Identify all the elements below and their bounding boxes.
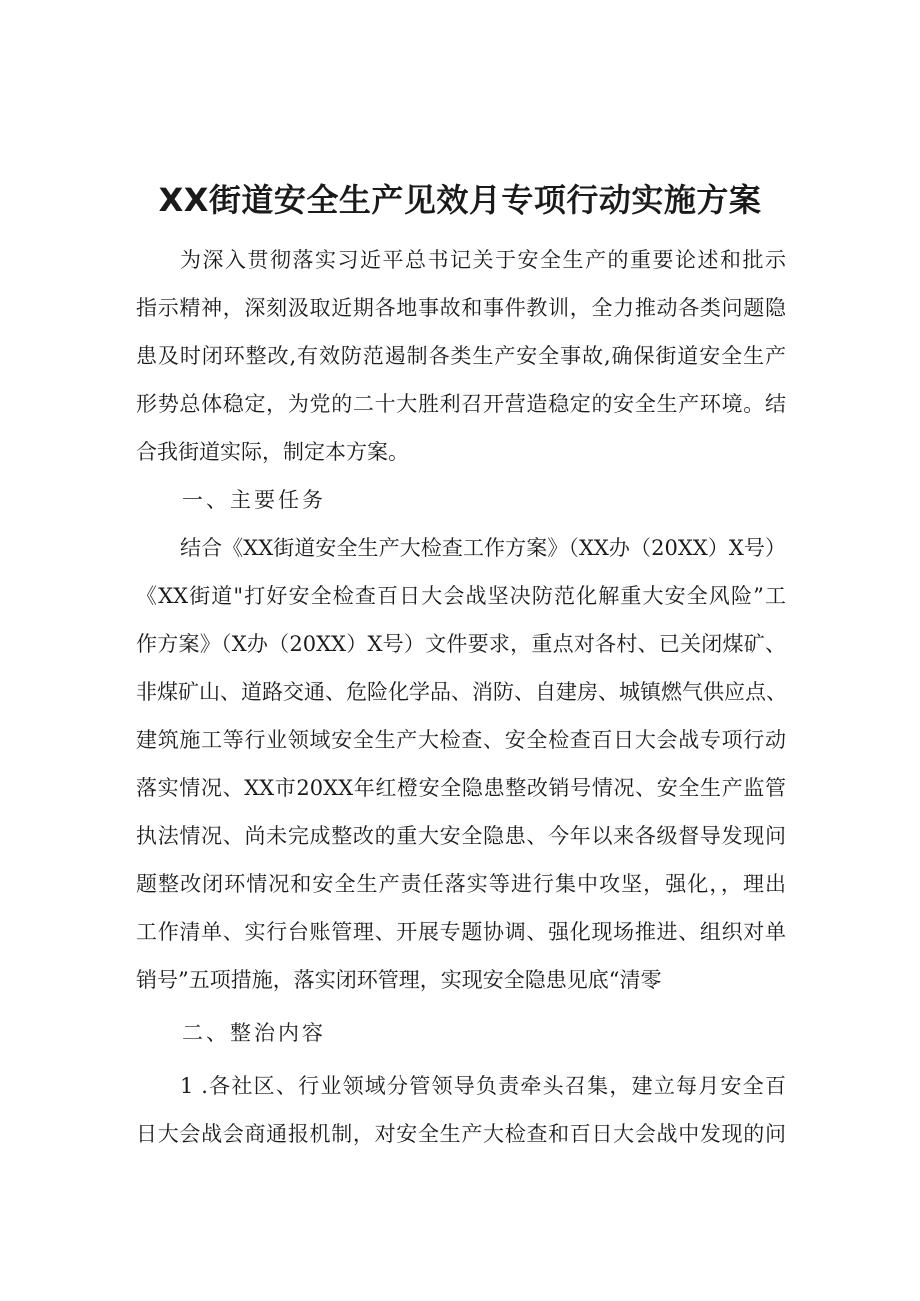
- section1-line: 执法情况、尚未完成整改的重大安全隐患、今年以来各级督导发现问: [136, 824, 786, 848]
- section1-line: 《XX街道"打好安全检查百日大会战坚决防范化解重大安全风险”工: [136, 584, 786, 608]
- section1-line: 题整改闭环情况和安全生产责任落实等进行集中攻坚，强化，，理出: [136, 872, 786, 896]
- section1-line: 销号”五项措施，落实闭环管理，实现安全隐患见底“清零: [136, 968, 662, 992]
- section1-line: 落实情况、XX市20XX年红橙安全隐患整改销号情况、安全生产监管: [136, 776, 786, 800]
- intro-line: 患及时闭环整改,有效防范遏制各类生产安全事故,确保街道安全生产: [136, 344, 786, 368]
- section-heading-rectification: 二、整治内容: [182, 1021, 326, 1045]
- section1-line: 非煤矿山、道路交通、危险化学品、消防、自建房、城镇燃气供应点、: [136, 680, 787, 704]
- section1-line: 建筑施工等行业领域安全生产大检查、安全检查百日大会战专项行动: [136, 728, 786, 752]
- section2-line: 日大会战会商通报机制，对安全生产大检查和百日大会战中发现的问: [136, 1122, 786, 1146]
- section2-line: 1 .各社区、行业领域分管领导负责牵头召集，建立每月安全百: [180, 1074, 786, 1098]
- intro-line: 为深入贯彻落实习近平总书记关于安全生产的重要论述和批示: [180, 248, 786, 272]
- section1-line: 结合《XX街道安全生产大检查工作方案》（XX办（20XX）X号）: [180, 536, 786, 560]
- section1-line: 工作清单、实行台账管理、开展专题协调、强化现场推进、组织对单: [136, 920, 786, 944]
- section1-line: 作方案》（X办（20XX）X号）文件要求，重点对各村、已关闭煤矿、: [136, 632, 786, 656]
- document-title: XX街道安全生产见效月专项行动实施方案: [158, 181, 762, 219]
- intro-line: 指示精神，深刻汲取近期各地事故和事件教训，全力推动各类问题隐: [136, 296, 786, 320]
- section-heading-main-tasks: 一、主要任务: [182, 488, 326, 512]
- intro-line: 形势总体稳定，为党的二十大胜利召开营造稳定的安全生产环境。结: [136, 392, 786, 416]
- intro-line: 合我街道实际，制定本方案。: [136, 440, 409, 464]
